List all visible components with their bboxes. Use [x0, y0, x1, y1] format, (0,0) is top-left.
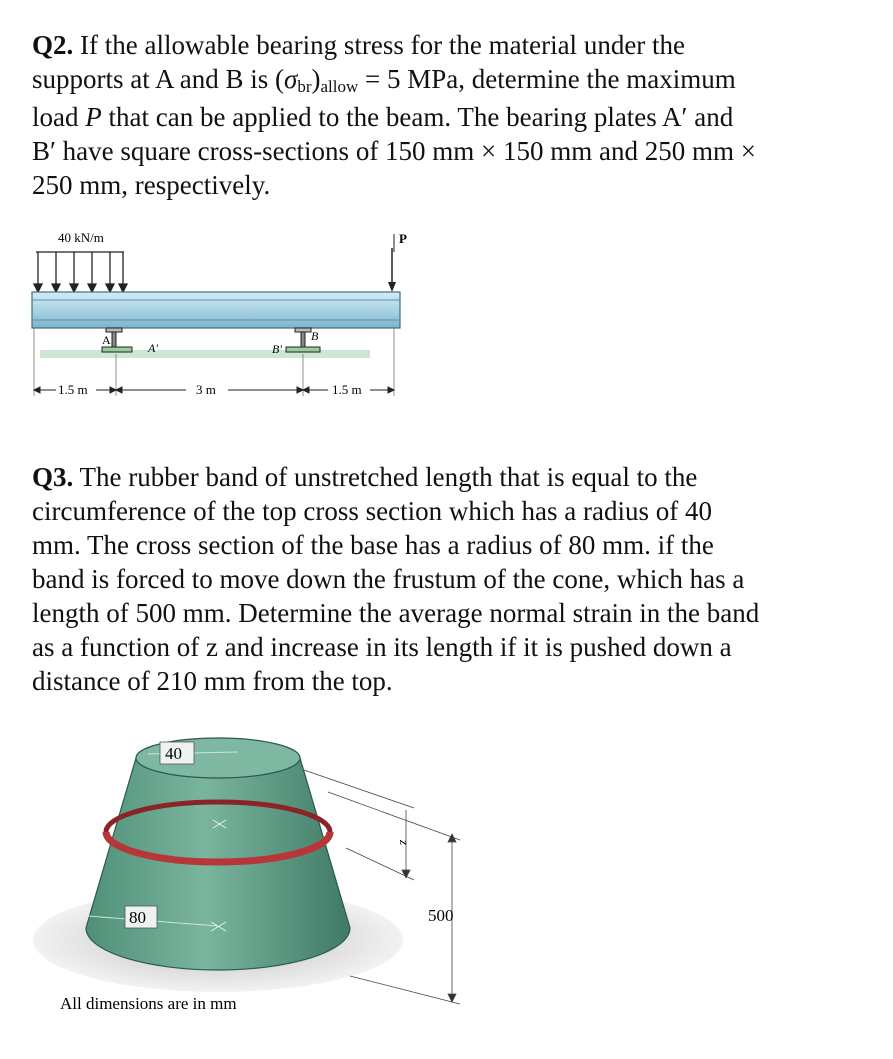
point-load-arrow: [388, 248, 396, 292]
plate-a-prime-label: A′: [148, 341, 158, 355]
q3-line-1: [32, 460, 852, 494]
q2-line-2-start: supports at A and B is (: [32, 64, 285, 94]
q2-line-2-end: = 5 MPa, determine the maximum: [358, 64, 736, 94]
top-radius-label: 40: [165, 744, 182, 763]
paren-close: ): [311, 64, 321, 94]
q2-line-1: [32, 28, 852, 62]
q3-line-1-text: The rubber band of unstretched length that is equal to the: [79, 462, 698, 492]
load-symbol-p: P: [85, 102, 102, 132]
q3-line-4: band is forced to move down the frustum of the cone, which has a: [32, 564, 745, 594]
q3-number: Q3.: [32, 462, 74, 492]
support-b-label: B: [311, 329, 319, 343]
base-radius-label: 80: [129, 908, 146, 927]
q2-line-3-start: load: [32, 102, 86, 132]
sigma-subscript: br: [297, 77, 312, 96]
allow-subscript: allow: [320, 77, 359, 96]
z-label: z: [397, 840, 412, 846]
plate-b-prime-label: B′: [272, 342, 282, 356]
q3-line-2: circumference of the top cross section which has a radius of 40: [32, 496, 713, 526]
q3-line-3: mm. The cross section of the base has a radius of 80 mm. if the: [32, 530, 714, 560]
dimension-middle-label: 3 m: [196, 382, 216, 397]
beam: [32, 292, 400, 328]
dimension-left-label: 1.5 m: [58, 382, 88, 397]
sigma-symbol: σ: [284, 64, 298, 94]
question-3-text: [32, 460, 852, 698]
q3-line-6: as a function of z and increase in its length if it is pushed down a: [32, 632, 732, 662]
question-2-text: [32, 28, 852, 202]
dimension-right-label: 1.5 m: [332, 382, 362, 397]
q3-line-7: distance of 210 mm from the top.: [32, 666, 393, 696]
distributed-load-label: 40 kN/m: [58, 230, 104, 245]
q2-line-1-text: If the allowable bearing stress for the material under the: [80, 30, 686, 60]
point-load-label: P: [399, 231, 407, 246]
beam-figure: [28, 228, 408, 410]
q2-line-3: [32, 100, 852, 134]
q2-number: Q2.: [32, 30, 74, 60]
figure-caption: All dimensions are in mm: [60, 994, 237, 1013]
distributed-load-arrows: [34, 252, 127, 292]
length-label: 500: [428, 906, 454, 925]
q2-line-3-end: that can be applied to the beam. The bearing plates A′ and: [101, 102, 734, 132]
q2-line-5: 250 mm, respectively.: [32, 170, 271, 200]
q2-line-2: [32, 62, 852, 100]
q3-line-5: length of 500 mm. Determine the average normal strain in the band: [32, 598, 760, 628]
q2-line-4: B′ have square cross-sections of 150 mm × 150 mm and 250 mm ×: [32, 136, 757, 166]
cone-figure: [28, 730, 488, 1030]
support-a-label: A: [102, 333, 111, 347]
